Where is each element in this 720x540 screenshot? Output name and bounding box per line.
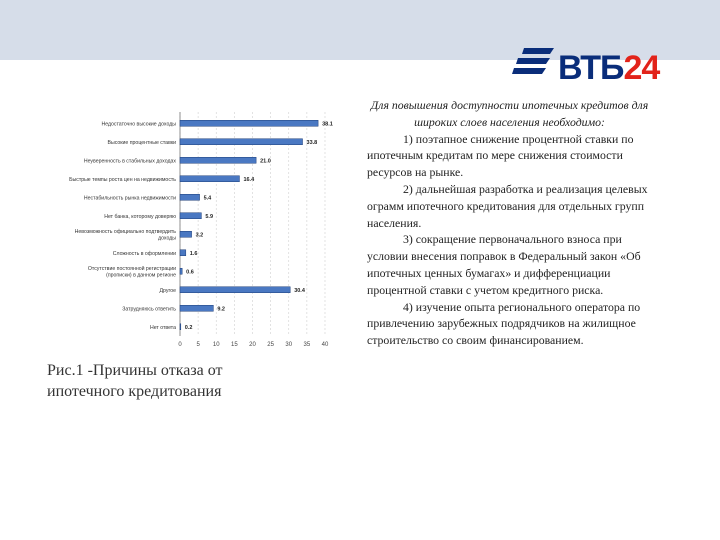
category-label: Нет банка, которому доверяю [104,213,176,220]
bar [180,287,290,293]
bar [180,120,318,126]
logo-wordmark [558,48,659,88]
vtb24-logo [510,44,685,94]
bar [180,250,186,256]
bar-value-label: 0.6 [186,269,194,276]
refusal-reasons-bar-chart [40,110,340,350]
bar-value-label: 30.4 [294,287,305,294]
bar-value-label: 0.2 [184,324,193,331]
x-tick-label: 30 [285,342,293,348]
bar-value-label: 5.4 [203,195,212,202]
recommendation-item-2: 2) дальнейшая разработка и реализация целевых ограмм ипотечного кредитования для отдельных групп населения. [367,181,648,230]
x-tick-label: 5 [196,342,200,348]
recommendation-item-1: 1) поэтапное снижение процентной ставки по ипотечным кредитам по мере снижения стоимости ресурсов на рынке. [367,131,634,180]
recommendation-item-3: 3) сокращение первоначального взноса при условии внесения поправок в Федеральный закон «Об ипотечных ценных бумагах» и дифференциации процентной ставки с учетом кредитного риска. [367,232,641,297]
category-label: (прописки) в данном регионе [106,272,176,279]
bar [180,213,201,219]
recommendations-text [367,97,652,349]
recommendation-item-4: 4) изучение опыта регионального оператора по привлечению зарубежных подрядчиков на жилищное строительство со своим финансированием. [367,299,641,348]
category-label: Неуверенность в стабильных доходах [83,158,176,165]
x-tick-label: 20 [249,342,256,348]
bar [180,305,213,311]
category-label: Сложность в оформлении [112,250,176,257]
bar [180,194,200,200]
logo-wordmark-accent: 24 [623,49,660,87]
figure-caption: Рис.1 -Причины отказа от ипотечного кредитования [47,362,223,400]
category-label: Отсутствие постоянной регистрации [87,266,176,272]
category-label: Быстрые темпы роста цен на недвижимость [69,176,176,183]
category-label: Нестабильность рынка недвижимости [83,195,176,202]
category-label: Затрудняюсь ответить [122,306,176,313]
x-tick-label: 25 [267,342,274,348]
category-label: Высокие процентные ставки [107,139,176,146]
recommendations-heading: Для повышения доступности ипотечных кредитов для широких слоев населения необходимо: [370,98,649,129]
bar [180,176,239,182]
bar-value-label: 9.2 [217,306,226,313]
bar [180,324,181,330]
x-tick-label: 35 [303,342,311,348]
bar-value-label: 38.1 [322,121,333,128]
bar-value-label: 33.8 [306,139,318,146]
x-tick-label: 15 [231,342,238,348]
bar [180,268,182,274]
bar [180,157,256,163]
category-label: Недостаточно высокие доходы [101,121,176,128]
category-label: Нет ответа [149,324,176,331]
x-tick-label: 40 [321,342,329,348]
logo-wordmark-main: ВТБ [558,49,624,87]
x-tick-label: 0 [178,342,182,348]
vtb-sail-icon [510,44,556,84]
bar [180,231,192,237]
bar-value-label: 21.0 [260,158,271,165]
category-label: доходы [158,235,176,242]
category-label: Другое [159,287,176,294]
category-label: Невозможность официально подтвердить [74,229,176,235]
x-tick-label: 10 [212,342,220,348]
bar-value-label: 5.9 [205,213,214,220]
bar [180,139,303,145]
bar-value-label: 3.2 [195,232,204,239]
bar-value-label: 1.6 [189,250,198,257]
bar-value-label: 16.4 [243,176,255,183]
